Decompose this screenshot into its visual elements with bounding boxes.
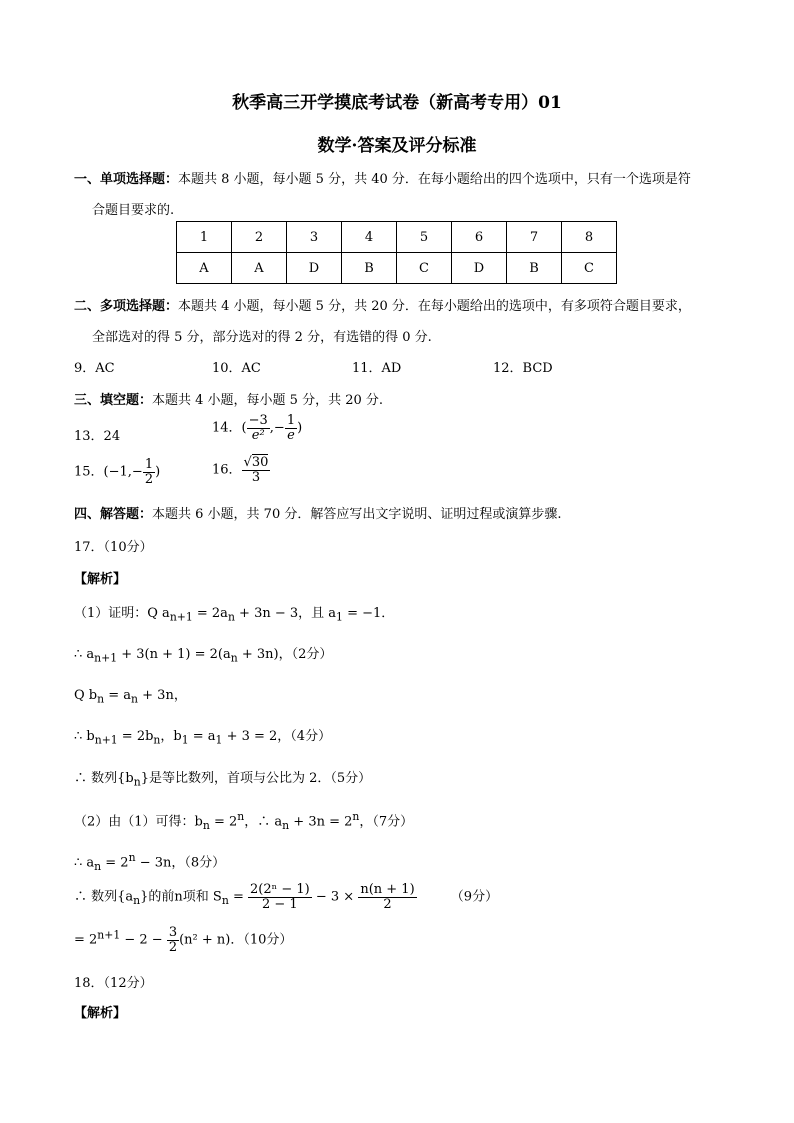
page-subtitle: 数学·答案及评分标准 <box>317 136 477 156</box>
section-3 <box>74 389 383 408</box>
fraction: $\frac{n(n + 1)}{2}$ <box>360 882 415 912</box>
table-cell: B <box>342 253 397 284</box>
section-2-desc: 本题共 4 小题，每小题 5 分，共 20 分．在每小题给出的选项中，有多项符合题目要求， <box>178 299 691 314</box>
table-cell: 8 <box>562 222 617 253</box>
table-cell: A <box>232 253 287 284</box>
solution-line-4: ∴ $b_{n+1} = 2b_n$，$b_1 = a_1 + 3 = 2$，（4分） <box>74 729 332 747</box>
table-cell: B <box>507 253 562 284</box>
section-4 <box>74 503 562 522</box>
solution-line-2: ∴ $a_{n+1} + 3(n + 1) = 2(a_n + 3n)$，（2分） <box>74 647 333 665</box>
table-cell: D <box>452 253 507 284</box>
table-cell: 2 <box>232 222 287 253</box>
fraction: $\frac{√30}{3}$ <box>243 455 269 485</box>
solution-line-8: ∴ 数列$\{a_n\}$的前n项和 $S_n$ = $\frac{\text{2(2ⁿ − 1)}}{2 - 1}$ − 3 × $\frac{n(n + 1)}{2}$ （9分） <box>74 882 499 912</box>
section-2-heading: 二、多项选择题： <box>74 299 179 314</box>
section-2 <box>74 295 691 314</box>
answer-12: 12．BCD <box>493 361 553 376</box>
section-4-desc: 本题共 6 小题，共 70 分．解答应写出文字说明、证明过程或演算步骤. <box>152 507 562 522</box>
solution-line-3: Q $b_n = a_n + 3n$， <box>74 688 187 706</box>
answer-11: 11．AD <box>352 361 402 376</box>
solution-line-1: （1）证明：Q $a_{n+1} = 2a_n + 3n - 3$，且 $a_1 = -1$． <box>74 606 395 624</box>
table-cell: D <box>287 253 342 284</box>
table-cell: C <box>397 253 452 284</box>
answer-table-answers <box>177 253 617 284</box>
fraction: $\frac{1}{2}$ <box>144 457 154 487</box>
table-cell: 4 <box>342 222 397 253</box>
solution-line-7: ∴ $a_n = 2^n - 3n$，（8分） <box>74 851 226 873</box>
page-title: 秋季高三开学摸底考试卷（新高考专用）01 <box>232 93 562 113</box>
section-3-desc: 本题共 4 小题，每小题 5 分，共 20 分. <box>152 393 384 408</box>
solution-line-9: = $2^{n+1} - 2$ − $\frac{3}{2}$ (n² + n)．（10分） <box>74 925 293 955</box>
answer-table <box>176 221 617 284</box>
fraction: $\frac{-3}{\text{e²}}$ <box>248 413 268 443</box>
question-17-header: 17．（10分） <box>74 540 153 555</box>
question-18-header: 18．（12分） <box>74 976 153 991</box>
section-1-desc: 本题共 8 小题，每小题 5 分，共 40 分．在每小题给出的四个选项中，只有一个选项是符 <box>178 172 691 187</box>
solution-line-6: （2）由（1）可得：$b_n = 2^n$，∴ $a_n + 3n = 2^n$，（7分） <box>74 810 414 832</box>
table-cell: 7 <box>507 222 562 253</box>
answer-9: 9．AC <box>74 361 115 376</box>
fraction: $\frac{3}{2}$ <box>168 925 178 955</box>
answer-table-numbers <box>177 222 617 253</box>
section-1 <box>74 168 691 187</box>
section-3-heading: 三、填空题： <box>74 393 153 408</box>
analysis-label: 【解析】 <box>74 572 127 587</box>
section-1-heading: 一、单项选择题： <box>74 172 179 187</box>
answer-16: 16． $\frac{√30}{3}$ <box>212 455 269 485</box>
table-cell: 6 <box>452 222 507 253</box>
section-4-heading: 四、解答题： <box>74 507 153 522</box>
table-cell: C <box>562 253 617 284</box>
table-cell: 3 <box>287 222 342 253</box>
answer-15: 15．(−1,− $\frac{1}{2}$ ) <box>74 457 161 487</box>
section-2-desc-line2: 全部选对的得 5 分，部分选对的得 2 分，有选错的得 0 分. <box>92 330 432 345</box>
answer-14: 14．( $\frac{-3}{\text{e²}}$ ,− $\frac{1}{e}$ ) <box>212 413 303 443</box>
analysis-label: 【解析】 <box>74 1006 127 1021</box>
answer-10: 10．AC <box>212 361 261 376</box>
section-1-desc-line2: 合题目要求的. <box>92 203 175 218</box>
fraction: $\frac{1}{e}$ <box>286 413 296 443</box>
answer-13: 13．24 <box>74 429 121 444</box>
table-cell: 5 <box>397 222 452 253</box>
table-cell: 1 <box>177 222 232 253</box>
table-cell: A <box>177 253 232 284</box>
solution-line-5: ∴ 数列$\{b_n\}$是等比数列，首项与公比为 2．（5分） <box>74 771 372 789</box>
fraction: $\frac{\text{2(2ⁿ − 1)}}{2 - 1}$ <box>249 882 310 912</box>
